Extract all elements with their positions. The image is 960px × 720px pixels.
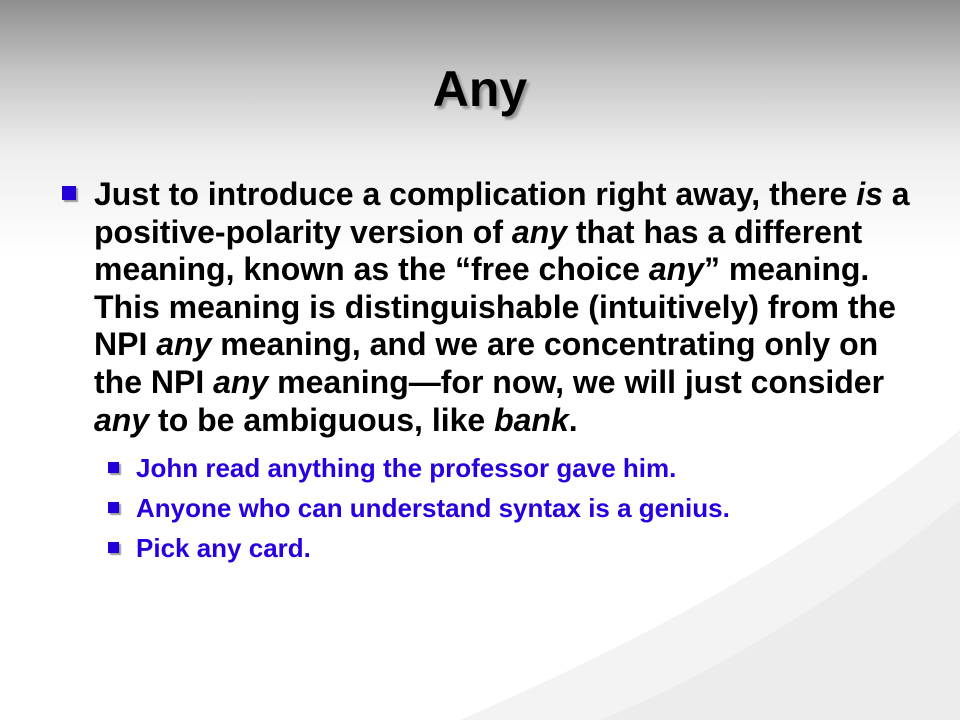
sub-bullet-list [62, 453, 922, 563]
sub-bullet-item [108, 533, 922, 563]
sub-bullet-item [108, 493, 922, 523]
slide-body [62, 176, 922, 573]
italic-segment: any [213, 363, 269, 400]
sub-bullet-text: Pick any card. [136, 533, 311, 564]
text-segment: ” meaning. This meaning is distinguishable (intuitively) from the NPI [94, 251, 896, 363]
sub-bullet-text: Anyone who can understand syntax is a genius. [136, 493, 730, 524]
italic-segment: any [648, 251, 704, 288]
text-segment: . [568, 401, 578, 438]
sub-bullet-text: John read anything the professor gave him. [136, 453, 677, 484]
slide-title: Any [432, 61, 528, 117]
text-segment: meaning, and we are concentrating only on the NPI [94, 326, 879, 400]
square-bullet-icon [108, 542, 119, 553]
square-bullet-icon [108, 502, 119, 513]
text-segment: meaning—for now, we will just consider [268, 363, 885, 400]
sub-bullet-item [108, 453, 922, 483]
italic-segment: any [156, 326, 212, 363]
main-bullet [62, 176, 922, 439]
square-bullet-icon [62, 186, 76, 200]
text-segment: a positive-polarity version of [94, 176, 910, 250]
italic-segment: any [511, 213, 567, 250]
italic-segment: any [94, 401, 150, 438]
text-segment: that has a different meaning, known as the “free choice [94, 213, 863, 288]
square-bullet-icon [108, 462, 119, 473]
italic-segment: bank [494, 401, 569, 438]
main-bullet-text [94, 176, 910, 438]
text-segment: Just to introduce a complication right away, there [94, 176, 857, 212]
italic-segment: is [856, 176, 883, 212]
text-segment: to be ambiguous, like [149, 401, 495, 438]
